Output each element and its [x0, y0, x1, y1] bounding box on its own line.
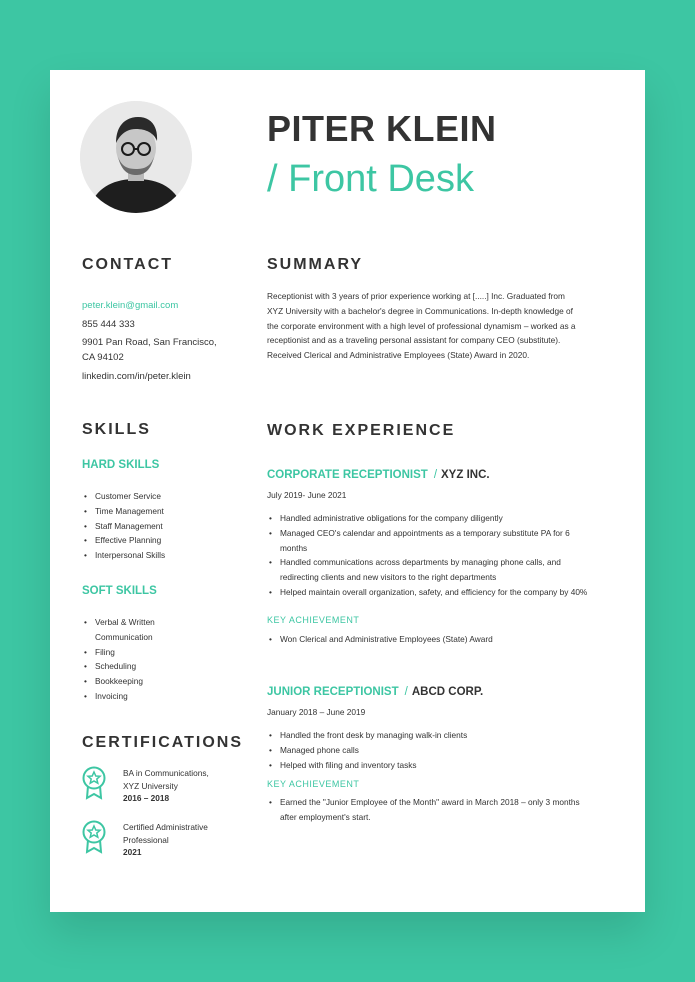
soft-skills-heading: SOFT SKILLS [82, 585, 157, 597]
certification-issuer: XYZ University [123, 780, 178, 791]
job-header [267, 686, 483, 698]
soft-skills-list [82, 615, 192, 704]
resume-page [50, 70, 645, 912]
list-item: • Won Clerical and Administrative Employees (State) Award [267, 632, 597, 647]
list-item: • Handled communications across departments by managing phone calls, and redirecting clients and new visitors to the right departments [267, 555, 597, 585]
certification-title: Certified Administrative [123, 822, 208, 832]
list-item: • Staff Management [82, 519, 222, 534]
job-dates: January 2018 – June 2019 [267, 707, 366, 717]
job-responsibilities [267, 511, 597, 600]
list-item: • Managed CEO's calendar and appointments as a temporary substitute PA for 6 months [267, 526, 597, 556]
job-responsibilities [267, 728, 597, 772]
list-item: • Effective Planning [82, 533, 222, 548]
certification-year: 2016 – 2018 [123, 793, 170, 803]
hard-skills-list [82, 489, 222, 563]
award-ribbon-icon [81, 766, 107, 800]
list-item: • Helped maintain overall organization, safety, and efficiency for the company by 40% [267, 585, 597, 600]
award-ribbon-icon [81, 820, 107, 854]
avatar [80, 101, 192, 213]
hard-skills-heading: HARD SKILLS [82, 459, 160, 471]
list-item: • Interpersonal Skills [82, 548, 222, 563]
key-achievement-list [267, 632, 597, 647]
certification-item [123, 821, 208, 859]
key-achievement-label: KEY ACHIEVEMENT [267, 779, 360, 789]
list-item: • Managed phone calls [267, 743, 597, 758]
list-item: • Verbal & Written Communication [82, 615, 192, 645]
job-company: XYZ INC. [441, 469, 490, 481]
job-company: ABCD CORP. [411, 686, 484, 698]
candidate-role: / Front Desk [267, 158, 474, 200]
list-item: • Invoicing [82, 689, 192, 704]
certification-title: BA in Communications, [123, 768, 209, 778]
list-item: • Scheduling [82, 659, 192, 674]
contact-linkedin[interactable]: linkedin.com/in/peter.klein [82, 371, 191, 382]
contact-phone: 855 444 333 [82, 319, 135, 330]
certification-item [123, 767, 209, 805]
list-item: • Helped with filing and inventory tasks [267, 758, 597, 773]
contact-email[interactable]: peter.klein@gmail.com [82, 300, 179, 311]
list-item: • Filing [82, 645, 192, 660]
job-header [267, 469, 490, 481]
contact-heading: CONTACT [82, 256, 174, 273]
list-item: • Handled the front desk by managing walk-in clients [267, 728, 597, 743]
job-separator: / [433, 469, 438, 481]
summary-heading: SUMMARY [267, 256, 364, 273]
candidate-name: PITER KLEIN [267, 108, 497, 149]
certification-issuer: Professional [123, 834, 169, 845]
list-item: • Customer Service [82, 489, 222, 504]
key-achievement-label: KEY ACHIEVEMENT [267, 615, 360, 625]
list-item: • Earned the "Junior Employee of the Month" award in March 2018 – only 3 months after employment's start. [267, 795, 597, 825]
job-title: JUNIOR RECEPTIONIST [267, 686, 399, 698]
summary-text: Receptionist with 3 years of prior experience working at [.....] Inc. Graduated from XYZ University with a bachelor's degree in Communications. In-depth knowledge of the corporate environment with a high level of professional dynamism – worked as a receptionist and as a traveling personal assistant for company CEO (substitute). Received Clerical and Administrative Employees (State) Award in 2020. [267, 291, 576, 361]
list-item: • Handled administrative obligations for the company diligently [267, 511, 597, 526]
job-separator: / [404, 686, 408, 698]
list-item: • Time Management [82, 504, 222, 519]
work-experience-heading: WORK EXPERIENCE [267, 422, 456, 439]
contact-address-line1: 9901 Pan Road, San Francisco, [82, 337, 217, 348]
skills-heading: SKILLS [82, 421, 151, 438]
key-achievement-list [267, 795, 597, 825]
job-title: CORPORATE RECEPTIONIST [267, 469, 428, 481]
list-item: • Bookkeeping [82, 674, 192, 689]
certifications-heading: CERTIFICATIONS [82, 734, 244, 751]
contact-address-line2: CA 94102 [82, 352, 124, 363]
certification-year: 2021 [123, 847, 142, 857]
job-dates: July 2019- June 2021 [267, 490, 347, 500]
